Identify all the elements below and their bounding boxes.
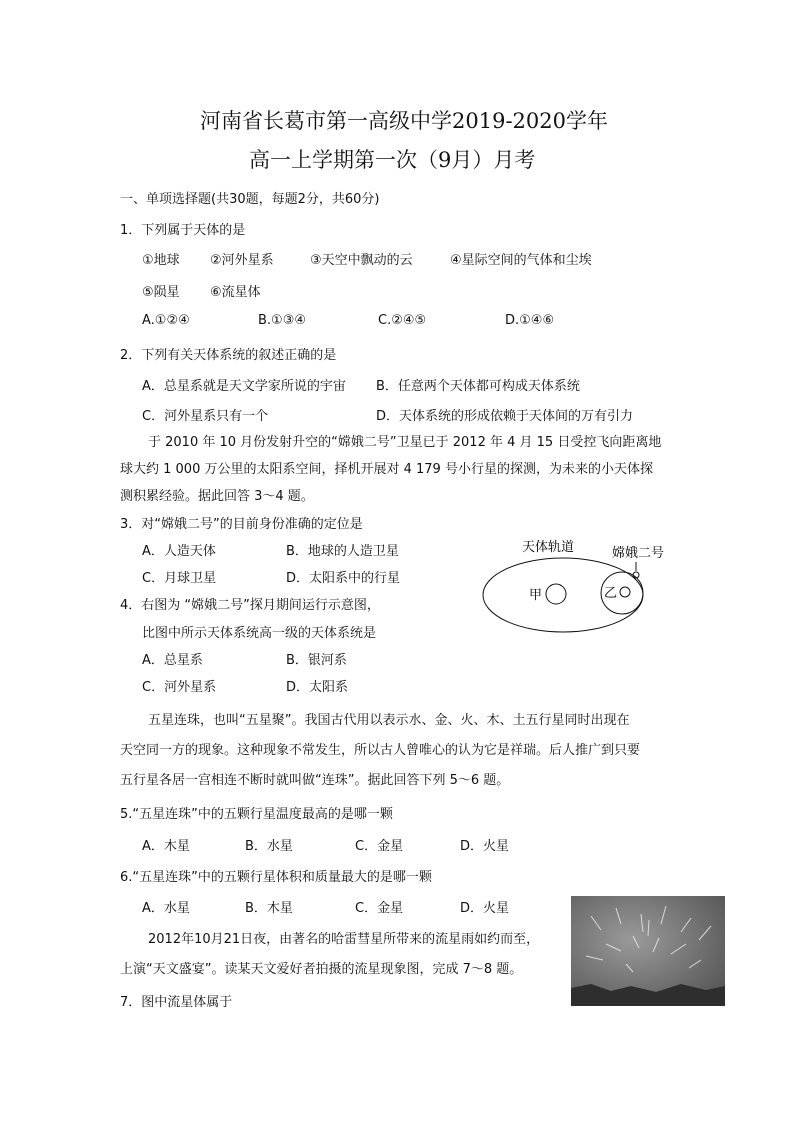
q4-option: D．太阳系 bbox=[286, 680, 349, 695]
passage-line: 五行星各居一宫相连不断时就叫做“连珠”。据此回答下列 5～6 题。 bbox=[120, 773, 510, 788]
q7-stem: 7．图中流星体属于 bbox=[120, 995, 233, 1010]
q6-stem: 6.“五星连珠”中的五颗行星体积和质量最大的是哪一颗 bbox=[120, 870, 432, 885]
q2-option: B．任意两个天体都可构成天体系统 bbox=[376, 379, 580, 394]
meteor-streaks bbox=[571, 896, 725, 1006]
q5-option: B．水星 bbox=[245, 839, 293, 854]
q1-option: D.①④⑥ bbox=[505, 313, 555, 328]
q3-option: C．月球卫星 bbox=[142, 571, 217, 586]
q5-option: A．木星 bbox=[142, 839, 190, 854]
orbit-ellipse bbox=[483, 558, 643, 632]
q2-option: A．总星系就是天文学家所说的宇宙 bbox=[142, 379, 346, 394]
orbit-label: 天体轨道 bbox=[522, 540, 575, 555]
passage-line: 测积累经验。据此回答 3～4 题。 bbox=[120, 489, 314, 504]
q6-option: A．水星 bbox=[142, 901, 190, 916]
q1-item: ⑥流星体 bbox=[210, 285, 261, 300]
probe-label: 嫦娥二号 bbox=[612, 546, 665, 561]
q2-stem: 2．下列有关天体系统的叙述正确的是 bbox=[120, 348, 337, 363]
q4-option: C．河外星系 bbox=[142, 680, 217, 695]
passage-line: 球大约 1 000 万公里的太阳系空间，择机开展对 4 179 号小行星的探测，为未来的小天体探 bbox=[120, 462, 653, 477]
q6-option: B．木星 bbox=[245, 901, 293, 916]
passage-line: 天空同一方的现象。这种现象不常发生，所以古人曾唯心的认为它是祥瑞。后人推广到只要 bbox=[120, 743, 641, 758]
q1-item: ①地球 bbox=[142, 253, 180, 268]
q5-option: D．火星 bbox=[460, 839, 510, 854]
q1-item: ④星际空间的气体和尘埃 bbox=[450, 253, 592, 268]
q1-option: A.①②④ bbox=[142, 313, 190, 328]
section-heading: 一、单项选择题(共30题，每题2分，共60分) bbox=[120, 192, 380, 207]
q3-option: B．地球的人造卫星 bbox=[286, 544, 399, 559]
body-yi bbox=[620, 587, 630, 597]
q6-option: C．金星 bbox=[355, 901, 404, 916]
q5-option: C．金星 bbox=[355, 839, 404, 854]
page-title-line2: 高一上学期第一次（9月）月考 bbox=[249, 148, 536, 172]
q4-option: B．银河系 bbox=[286, 653, 347, 668]
passage-line: 2012年10月21日夜，由著名的哈雷彗星所带来的流星雨如约而至， bbox=[148, 932, 540, 947]
q4-stem: 比图中所示天体系统高一级的天体系统是 bbox=[142, 626, 377, 641]
body-jia-label: 甲 bbox=[529, 588, 543, 603]
q1-item: ②河外星系 bbox=[210, 253, 274, 268]
meteor-shower-photo bbox=[571, 896, 725, 1006]
q5-stem: 5.“五星连珠”中的五颗行星温度最高的是哪一颗 bbox=[120, 807, 393, 822]
q3-option: D．太阳系中的行星 bbox=[286, 571, 401, 586]
passage-line: 上演“天文盛宴”。读某天文爱好者拍摄的流星现象图，完成 7～8 题。 bbox=[120, 962, 523, 977]
orbit-diagram bbox=[480, 535, 665, 635]
q1-item: ③天空中飘动的云 bbox=[310, 253, 413, 268]
q1-option: B.①③④ bbox=[258, 313, 307, 328]
body-jia bbox=[546, 584, 566, 604]
q4-stem: 4．右图为 “嫦娥二号”探月期间运行示意图， bbox=[120, 598, 380, 613]
page-title-line1: 河南省长葛市第一高级中学2019-2020学年 bbox=[200, 109, 608, 133]
q2-option: D．天体系统的形成依赖于天体间的万有引力 bbox=[376, 409, 634, 424]
passage-line: 五星连珠，也叫“五星聚”。我国古代用以表示水、金、火、木、土五行星同时出现在 bbox=[148, 713, 630, 728]
q1-stem: 1．下列属于天体的是 bbox=[120, 223, 246, 238]
passage-line: 于 2010 年 10 月份发射升空的“嫦娥二号”卫星已于 2012 年 4 月 15 日受控飞向距离地 bbox=[148, 435, 662, 450]
q6-option: D．火星 bbox=[460, 901, 510, 916]
q1-item: ⑤陨星 bbox=[142, 285, 180, 300]
q2-option: C．河外星系只有一个 bbox=[142, 409, 269, 424]
q3-option: A．人造天体 bbox=[142, 544, 216, 559]
q4-option: A．总星系 bbox=[142, 653, 203, 668]
body-yi-label: 乙 bbox=[604, 586, 618, 601]
q3-stem: 3．对“嫦娥二号”的目前身份准确的定位是 bbox=[120, 517, 363, 532]
q1-option: C.②④⑤ bbox=[378, 313, 427, 328]
